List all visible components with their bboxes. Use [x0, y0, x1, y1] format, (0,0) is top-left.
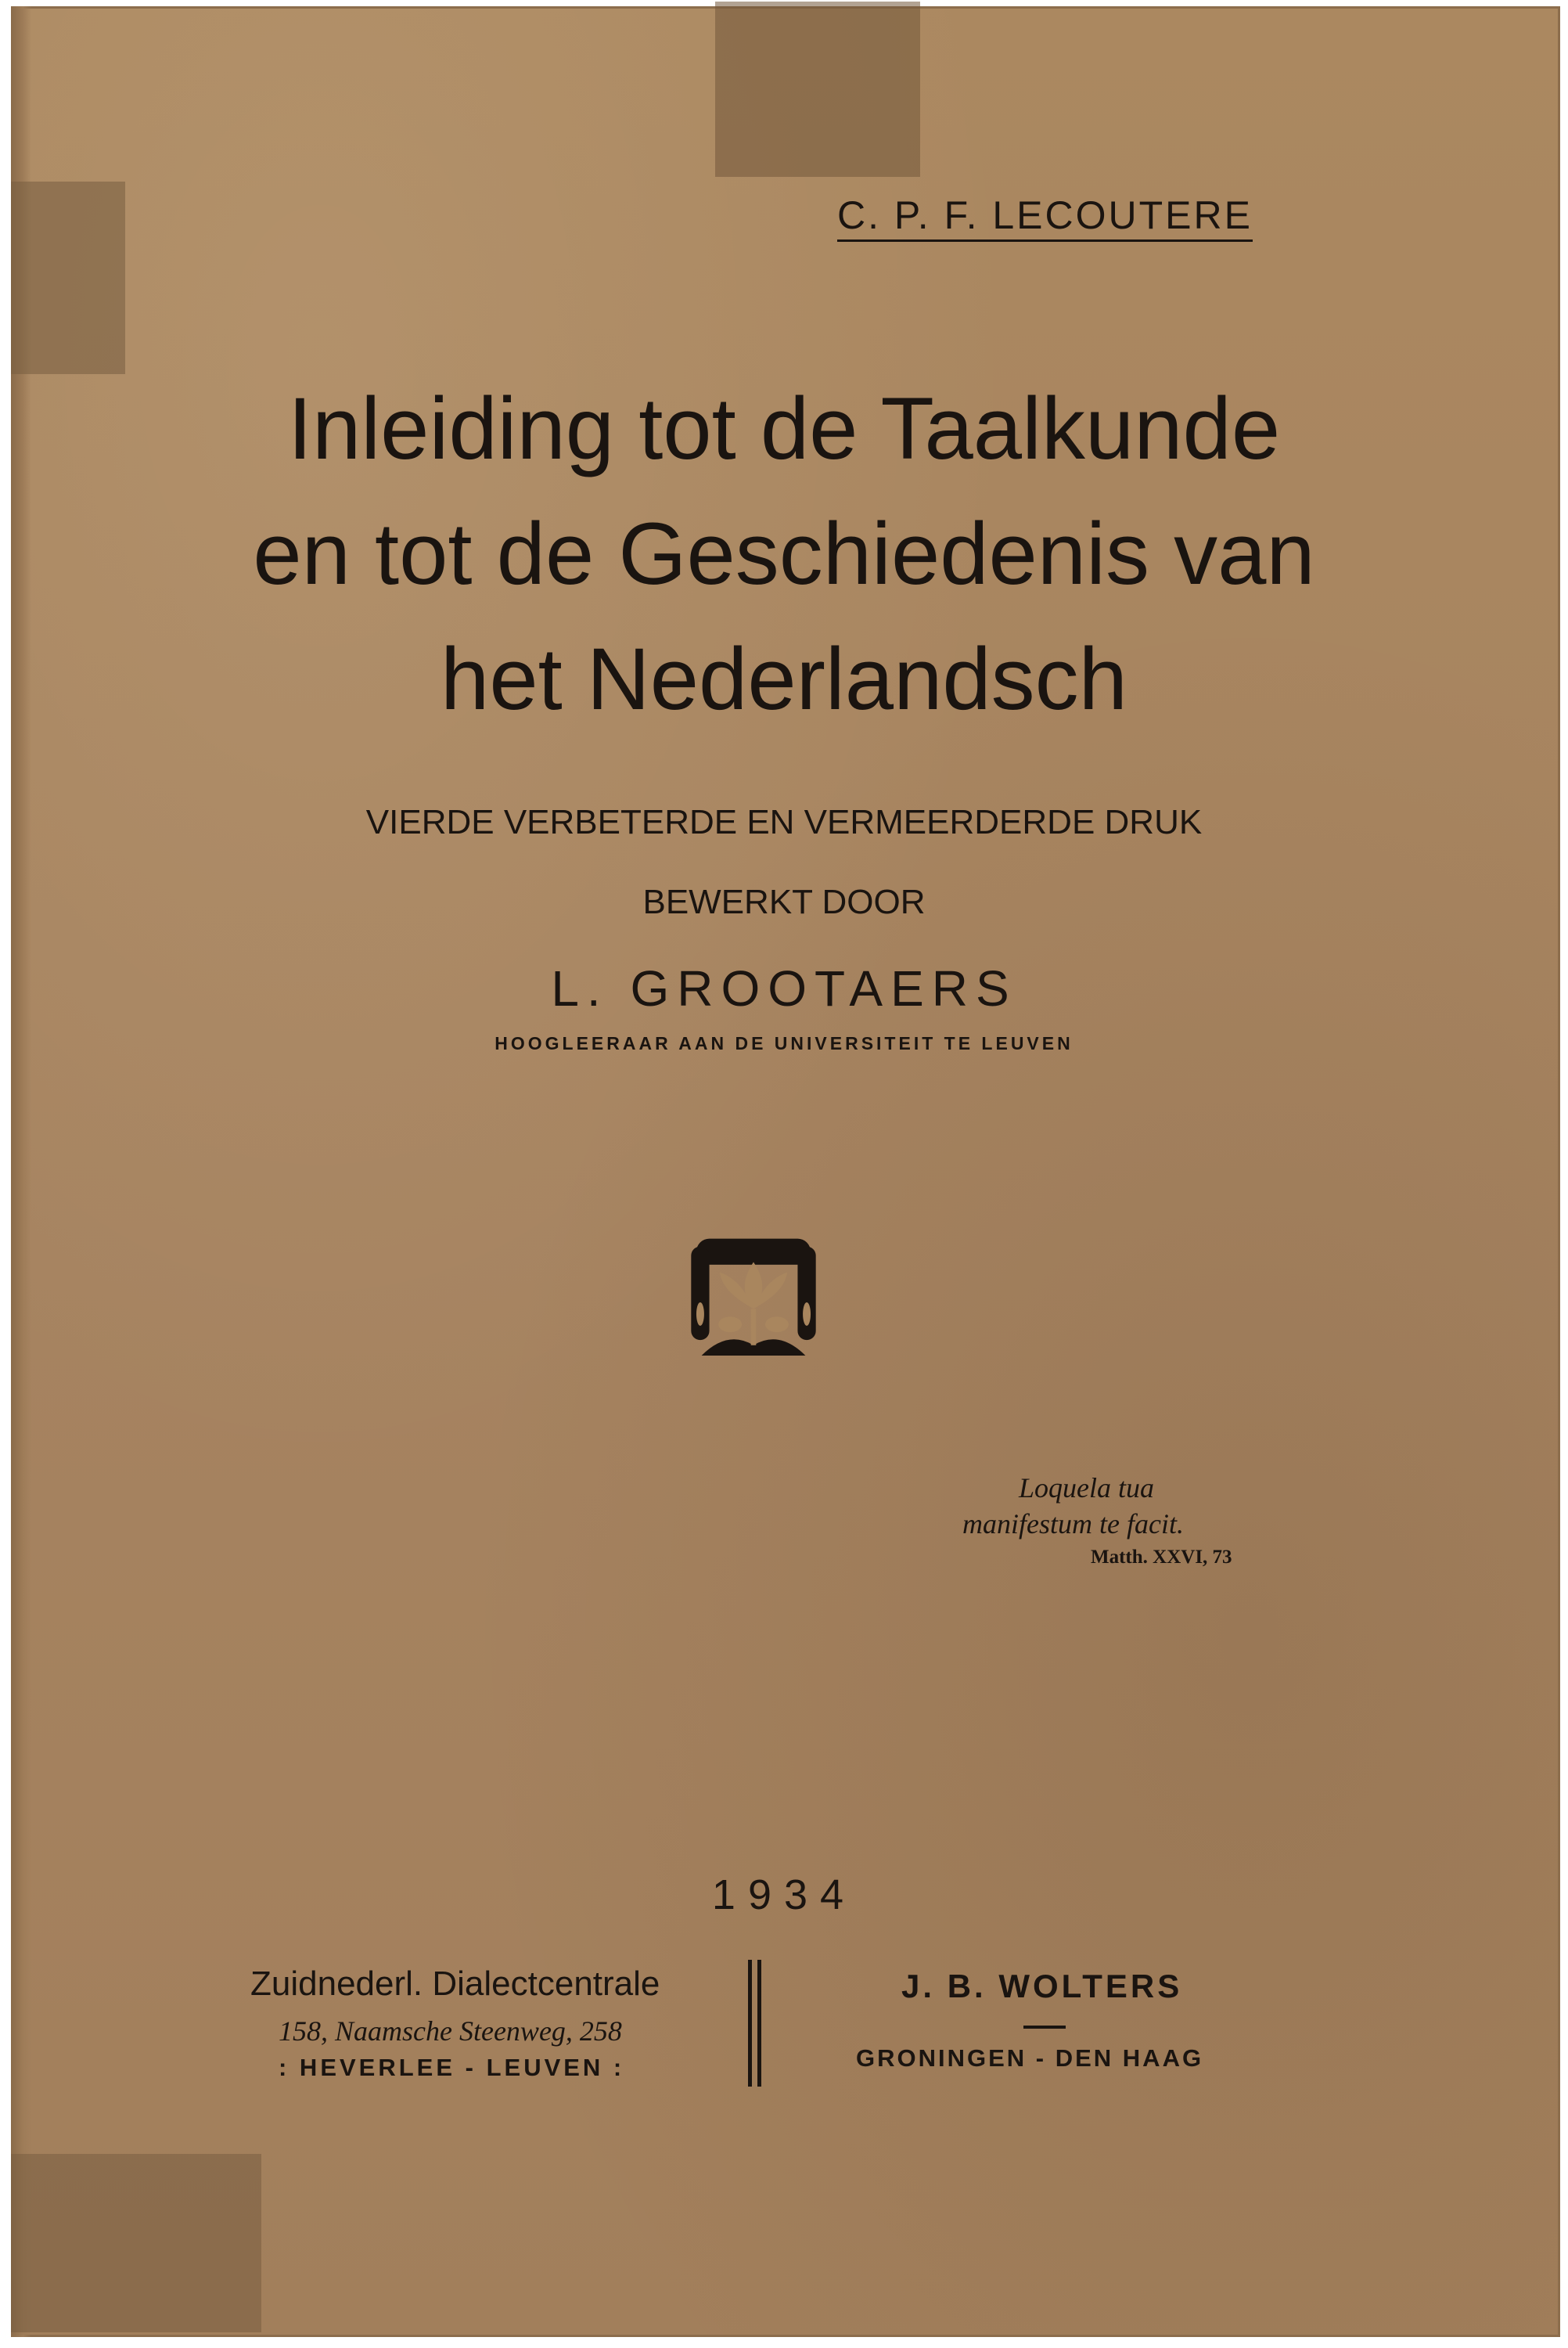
- quote-line-1: Loquela tua: [1019, 1472, 1155, 1504]
- publication-year: 1934: [711, 1871, 857, 1918]
- publisher-divider: [748, 1960, 752, 2087]
- tape-mark-bottom: [11, 2154, 261, 2332]
- quote-line-2: manifestum te facit.: [962, 1508, 1184, 1540]
- quote-reference: Matth. XXVI, 73: [1091, 1547, 1232, 1568]
- title-line: het Nederlandsch: [441, 630, 1127, 728]
- tape-mark-top: [715, 2, 920, 177]
- floral-ornament-icon: [689, 1233, 818, 1363]
- title-line: Inleiding tot de Taalkunde: [287, 380, 1281, 477]
- publisher-right-city: GRONINGEN - DEN HAAG: [856, 2044, 1204, 2072]
- author-name: C. P. F. LECOUTERE: [837, 193, 1253, 242]
- publisher-divider: [757, 1960, 761, 2087]
- publisher-right-name: J. B. WOLTERS: [901, 1968, 1183, 2004]
- book-title: [0, 366, 1568, 742]
- title-line: en tot de Geschiedenis van: [253, 505, 1315, 603]
- editor-name: L. GROOTAERS: [551, 960, 1017, 1017]
- publisher-left-city: : HEVERLEE - LEUVEN :: [279, 2054, 625, 2081]
- book-cover: [11, 6, 1560, 2337]
- publisher-left-name: Zuidnederl. Dialectcentrale: [250, 1964, 660, 2003]
- edition-statement: VIERDE VERBETERDE EN VERMEERDERDE DRUK: [365, 803, 1203, 841]
- bewerkt-door-label: BEWERKT DOOR: [642, 883, 926, 921]
- publisher-right-dash: [1023, 2026, 1066, 2029]
- editor-role: HOOGLEERAAR AAN DE UNIVERSITEIT TE LEUVEN: [494, 1033, 1074, 1053]
- publisher-left-address: 158, Naamsche Steenweg, 258: [279, 2015, 622, 2047]
- tape-mark-left: [11, 182, 125, 374]
